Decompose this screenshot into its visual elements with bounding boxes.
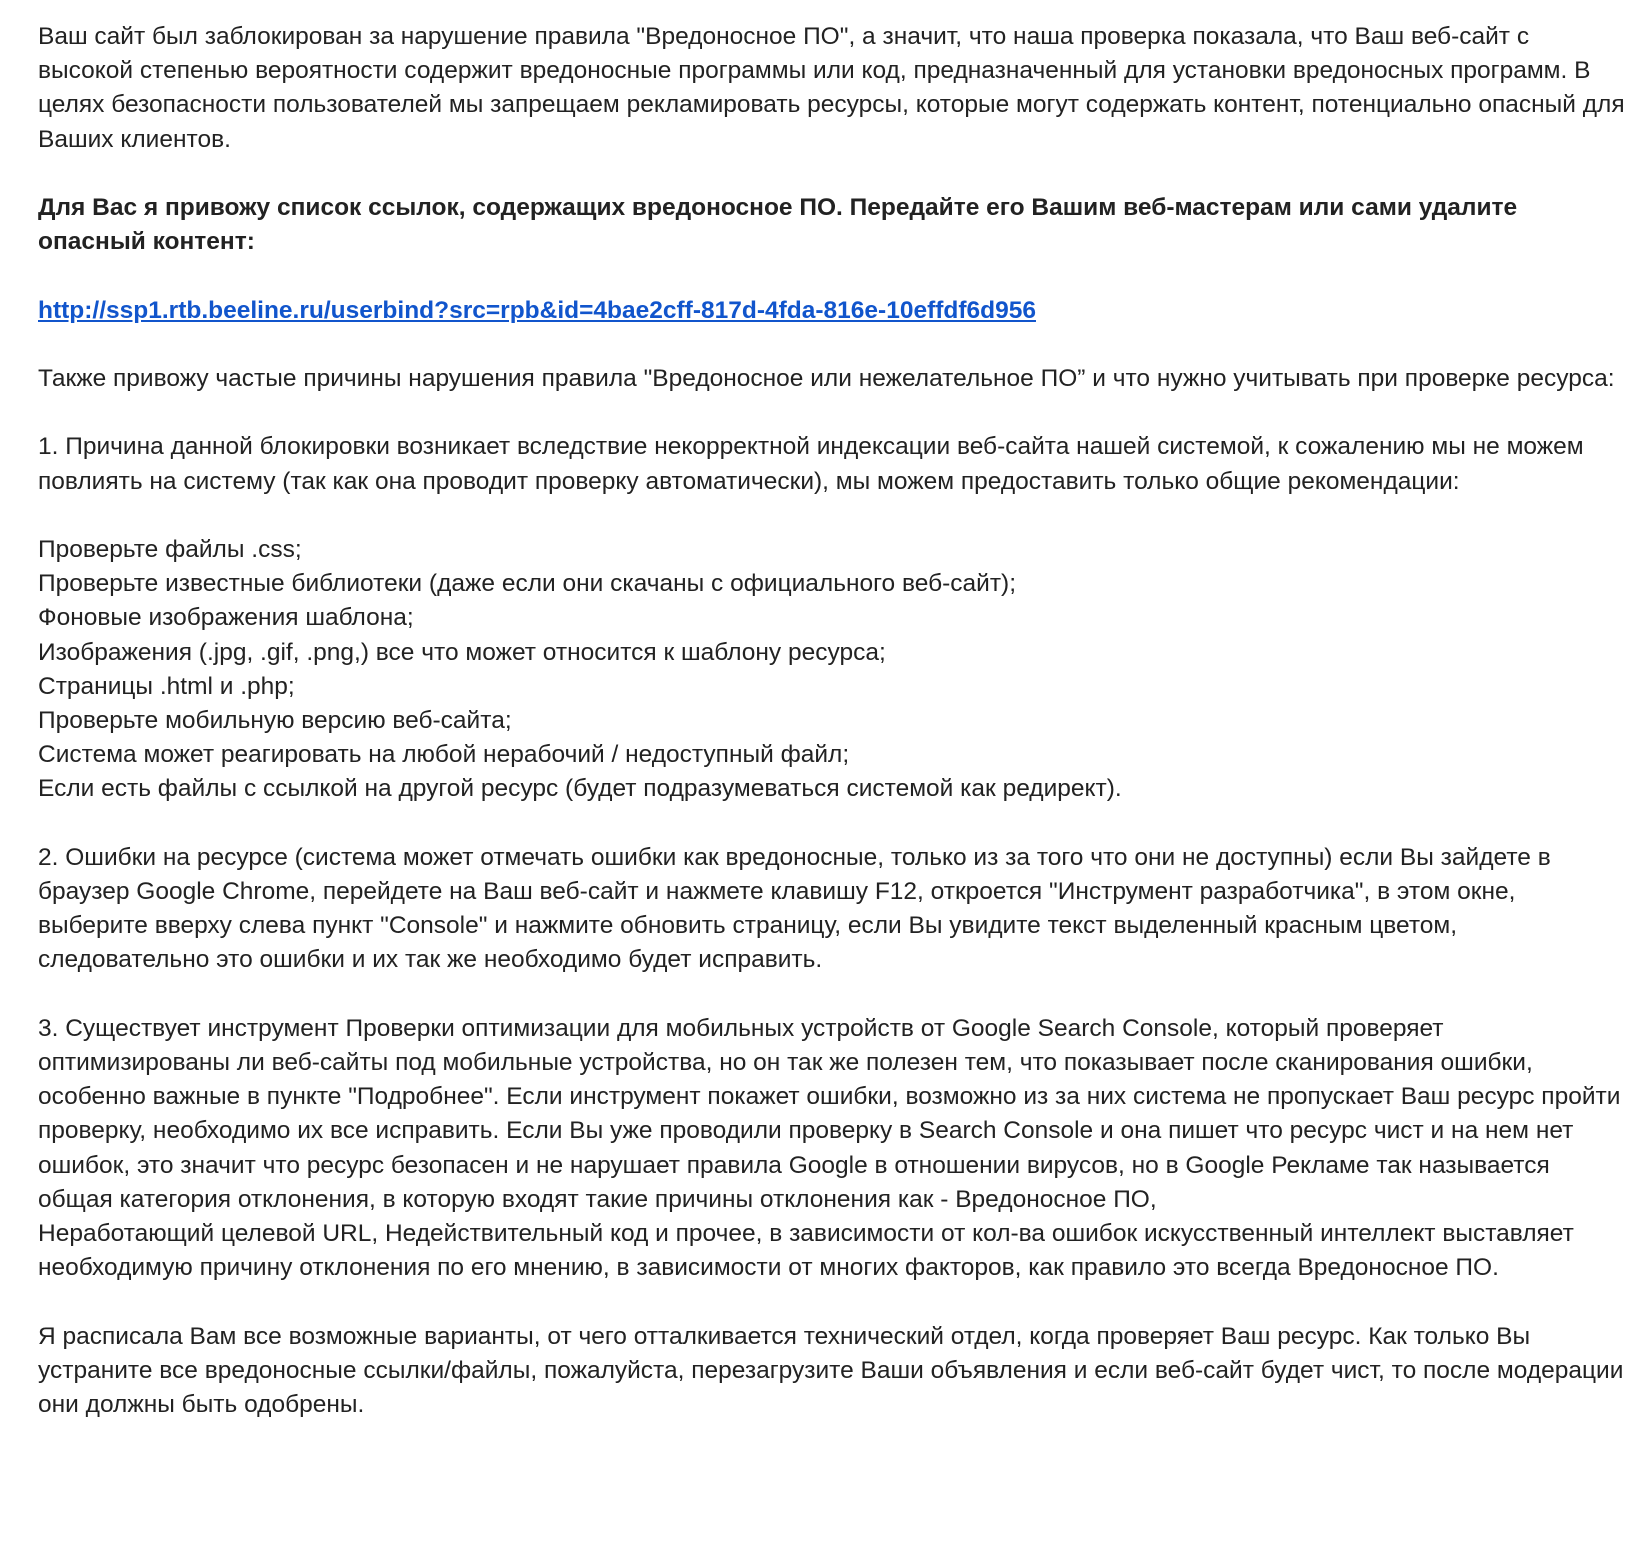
point-3-paragraph <box>38 1012 1630 1286</box>
checklist-item-mobile: Проверьте мобильную версию веб-сайта; <box>38 706 512 734</box>
checklist-item-css: Проверьте файлы .css; <box>38 535 302 563</box>
checklist-item-redirects: Если есть файлы с ссылкой на другой ресурс (будет подразумеваться системой как редирект). <box>38 775 1122 803</box>
intro-paragraph: Ваш сайт был заблокирован за нарушение правила "Вредоносное ПО", а значит, что наша проверка показала, что Ваш веб-сайт с высокой степенью вероятности содержит вредоносные программы или код, предназначенный для установки вредоносных программ. В целях безопасности пользователей мы запрещаем рекламировать ресурсы, которые могут содержать контент, потенциально опасный для Ваших клиентов. <box>38 23 1625 153</box>
bold-notice-paragraph: Для Вас я привожу список ссылок, содержащих вредоносное ПО. Передайте его Вашим веб-мастерам или сами удалите опасный контент: <box>38 194 1518 256</box>
checklist-item-libraries: Проверьте известные библиотеки (даже если они скачаны с официального веб-сайт); <box>38 570 1017 598</box>
checklist-item-broken-files: Система может реагировать на любой нерабочий / недоступный файл; <box>38 741 850 769</box>
point-2-paragraph: 2. Ошибки на ресурсе (система может отмечать ошибки как вредоносные, только из за того что они не доступны) если Вы зайдете в браузер Google Chrome, перейдете на Ваш веб-сайт и нажмете клавишу F12, откроется "Инструмент разработчика", в этом окне, выберите вверху слева пункт "Console" и нажмите обновить страницу, если Вы увидите текст выделенный красным цветом, следовательно это ошибки и их так же необходимо будет исправить. <box>38 843 1551 974</box>
checklist-item-backgrounds: Фоновые изображения шаблона; <box>38 604 414 632</box>
point-3-text-b: Неработающий целевой URL, Недействительный код и прочее, в зависимости от кол-ва ошибок искусственный интеллект выставляет необходимую причину отклонения по его мнению, в зависимости от многих факторов, как правило это всегда Вредоносное ПО. <box>38 1220 1574 1282</box>
point-1-paragraph: 1. Причина данной блокировки возникает вследствие некорректной индексации веб-сайта нашей системой, к сожалению мы не можем повлиять на систему (так как она проводит проверку автоматически), мы можем предоставить только общие рекомендации: <box>38 433 1584 495</box>
checklist-item-pages: Страницы .html и .php; <box>38 672 295 700</box>
point-3-text-a: 3. Существует инструмент Проверки оптимизации для мобильных устройств от Google Search Console, который проверяет оптимизированы ли веб-сайты под мобильные устройства, но он так же полезен тем, что показывает после сканирования ошибки, особенно важные в пункте "Подробнее". Если инструмент покажет ошибки, возможно из за них система не пропускает Ваш ресурс пройти проверку, необходимо их все исправить. Если Вы уже проводили проверку в Search Console и она пишет что ресурс чист и на нем нет ошибок, это значит что ресурс безопасен и не нарушает правила Google в отношении вирусов, но в Google Рекламе так называется общая категория отклонения, в которую входят такие причины отклонения как - Вредоносное ПО, <box>38 1014 1621 1213</box>
malware-link-paragraph <box>38 294 1630 328</box>
malware-link[interactable]: http://ssp1.rtb.beeline.ru/userbind?src=rpb&id=4bae2cff-817d-4fda-816e-10effdf6d956 <box>38 296 1036 324</box>
reasons-intro-paragraph: Также привожу частые причины нарушения правила "Вредоносное или нежелательное ПО” и что нужно учитывать при проверке ресурса: <box>38 364 1615 392</box>
email-body <box>38 20 1630 1456</box>
closing-paragraph: Я расписала Вам все возможные варианты, от чего отталкивается технический отдел, когда проверяет Ваш ресурс. Как только Вы устраните все вредоносные ссылки/файлы, пожалуйста, перезагрузите Ваши объявления и если веб-сайт будет чист, то после модерации они должны быть одобрены. <box>38 1322 1624 1418</box>
checklist-item-images: Изображения (.jpg, .gif, .png,) все что может относится к шаблону ресурса; <box>38 638 886 666</box>
checklist <box>38 533 1630 807</box>
